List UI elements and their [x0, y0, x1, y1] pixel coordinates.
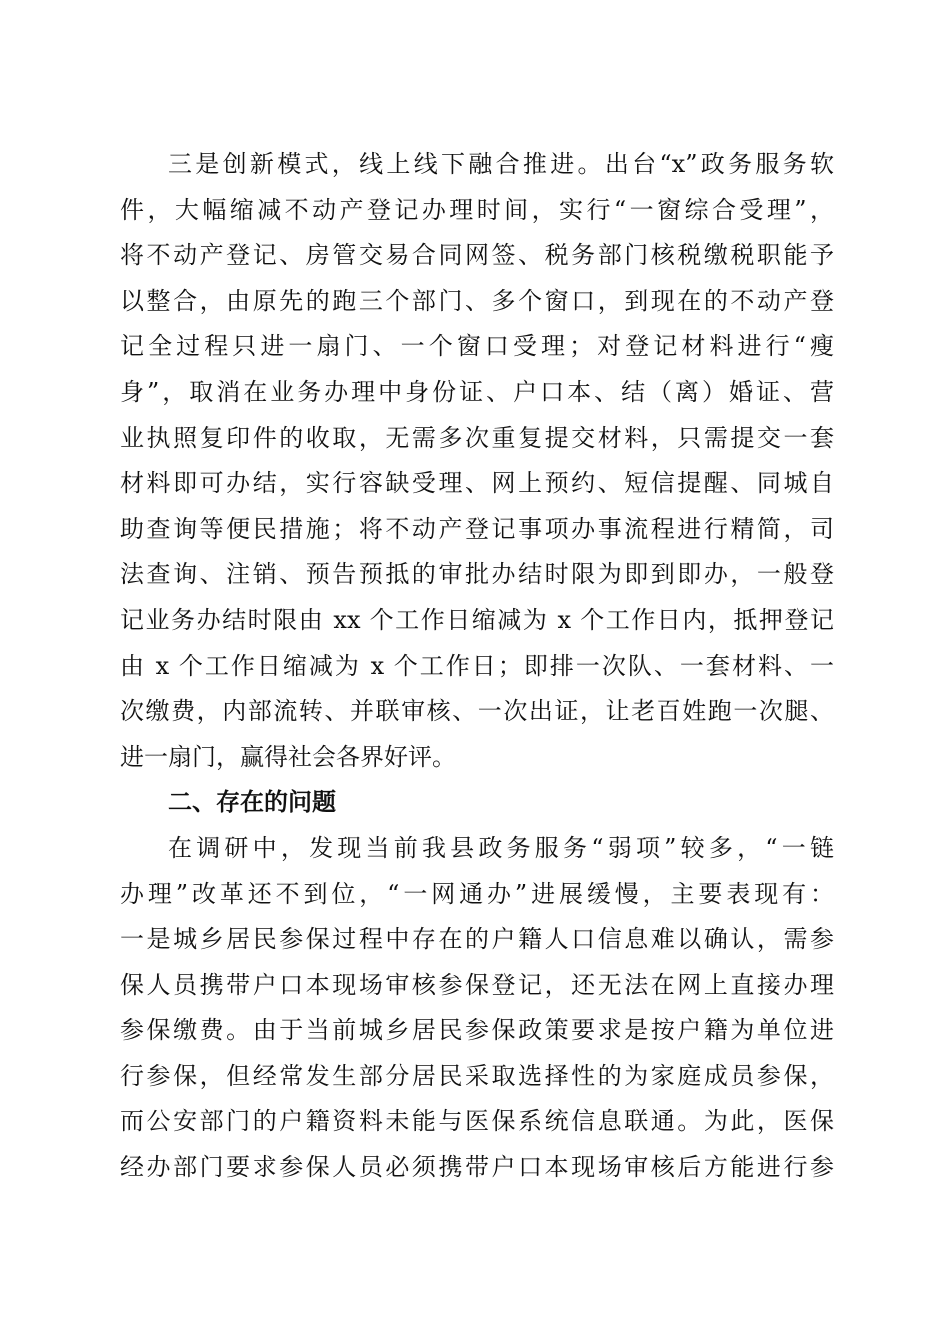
paragraph-line: 进一扇门，赢得社会各界好评。 — [120, 742, 456, 771]
section-heading: 二、存在的问题 — [168, 788, 336, 817]
paragraph-line: 记全过程只进一扇门、一个窗口受理；对登记材料进行“瘦 — [120, 332, 834, 361]
paragraph-line: 将不动产登记、房管交易合同网签、税务部门核税缴税职能予 — [120, 241, 834, 270]
paragraph-line: 助查询等便民措施；将不动产登记事项办事流程进行精简，司 — [120, 514, 834, 543]
paragraph-line: 一是城乡居民参保过程中存在的户籍人口信息难以确认，需参 — [120, 925, 834, 954]
paragraph-line: 保人员携带户口本现场审核参保登记，还无法在网上直接办理 — [120, 970, 834, 999]
paragraph-line: 法查询、注销、预告预抵的审批办结时限为即到即办，一般登 — [120, 560, 834, 589]
paragraph-line: 身”，取消在业务办理中身份证、户口本、结（离）婚证、营 — [120, 377, 834, 406]
paragraph-line: 经办部门要求参保人员必须携带户口本现场审核后方能进行参 — [120, 1153, 834, 1182]
paragraph-online-offline-integration — [120, 142, 834, 780]
paragraph-line: 行参保，但经常发生部分居民采取选择性的为家庭成员参保， — [120, 1061, 834, 1090]
paragraph-line: 参保缴费。由于当前城乡居民参保政策要求是按户籍为单位进 — [120, 1016, 834, 1045]
document-body — [120, 142, 834, 1191]
paragraph-line: 材料即可办结，实行容缺受理、网上预约、短信提醒、同城自 — [120, 469, 834, 498]
paragraph-line: 业执照复印件的收取，无需多次重复提交材料，只需提交一套 — [120, 423, 834, 452]
paragraph-line: 三是创新模式，线上线下融合推进。出台“x”政务服务软 — [168, 150, 834, 178]
paragraph-line: 由 x 个工作日缩减为 x 个工作日；即排一次队、一套材料、一 — [120, 651, 834, 680]
paragraph-existing-problems — [120, 826, 834, 1191]
paragraph-line: 记业务办结时限由 xx 个工作日缩减为 x 个工作日内，抵押登记 — [120, 605, 834, 634]
paragraph-line: 次缴费，内部流转、并联审核、一次出证，让老百姓跑一次腿、 — [120, 697, 834, 726]
paragraph-line: 件，大幅缩减不动产登记办理时间，实行“一窗综合受理”， — [120, 195, 834, 224]
paragraph-line: 以整合，由原先的跑三个部门、多个窗口，到现在的不动产登 — [120, 286, 834, 315]
paragraph-line: 而公安部门的户籍资料未能与医保系统信息联通。为此，医保 — [120, 1107, 834, 1136]
paragraph-line: 办理”改革还不到位，“一网通办”进展缓慢，主要表现有： — [120, 879, 834, 908]
paragraph-line: 在调研中，发现当前我县政务服务“弱项”较多，“一链 — [168, 833, 834, 862]
